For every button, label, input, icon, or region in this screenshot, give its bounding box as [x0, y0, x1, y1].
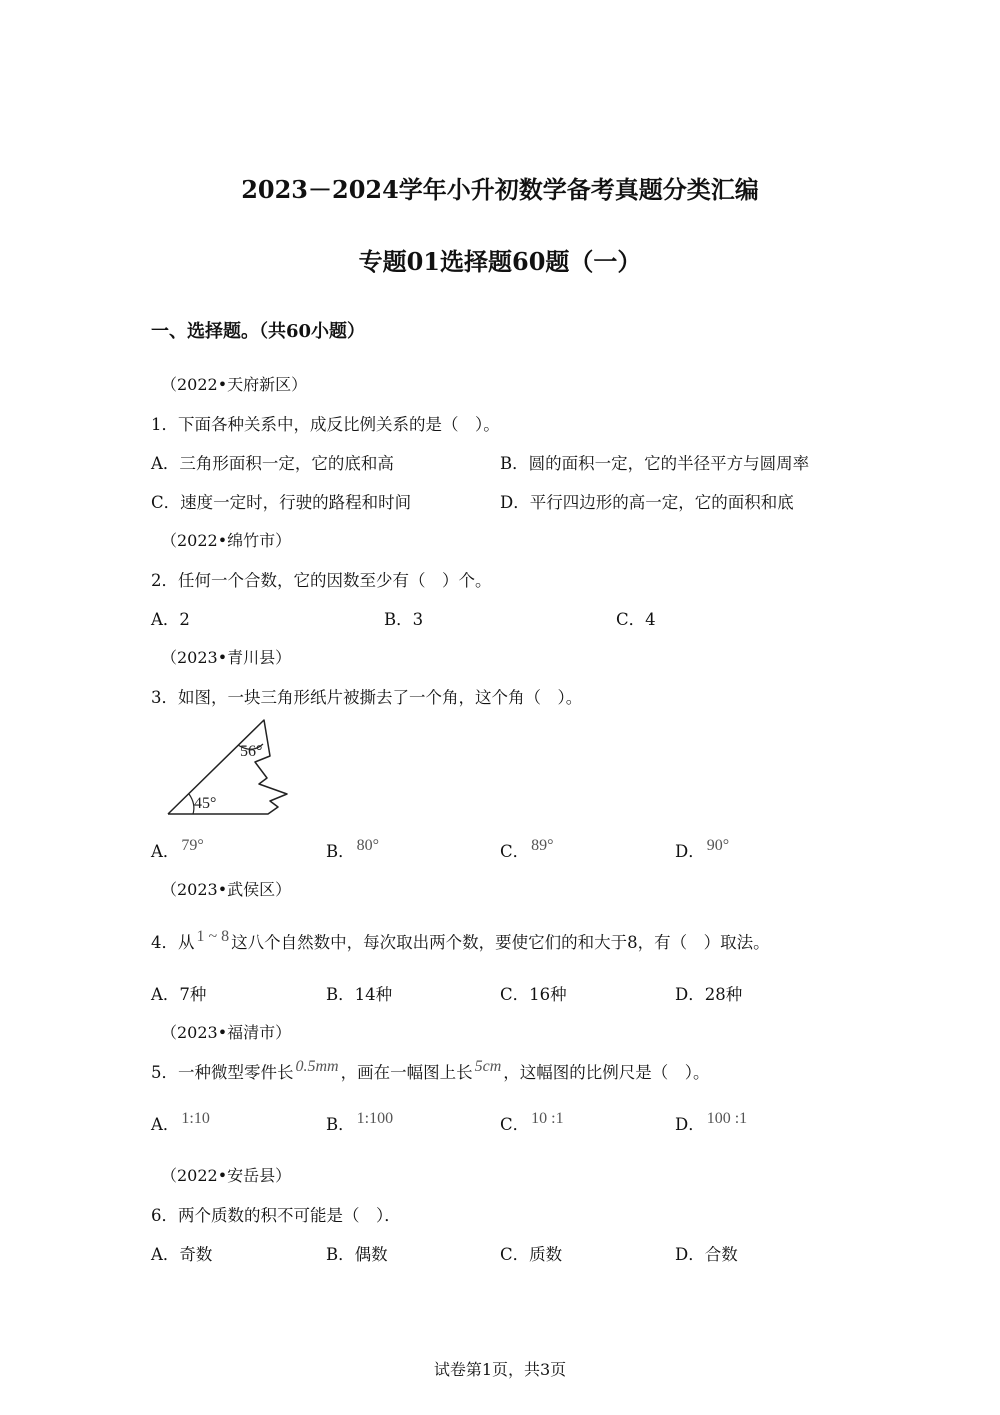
option-b: B． 1:100 — [326, 1110, 394, 1134]
math-expression: 0.5mm — [295, 1058, 339, 1075]
question-stem: 6．两个质数的积不可能是（ ）． — [151, 1206, 401, 1225]
option-b: B．圆的面积一定，它的半径平方与圆周率 — [500, 454, 810, 473]
option-b: B．14种 — [326, 985, 393, 1004]
option-value: 10 :1 — [531, 1110, 564, 1127]
question-stem: 2．任何一个合数，它的因数至少有（ ）个。 — [151, 571, 492, 590]
option-b: B．3 — [384, 610, 424, 629]
option-c: C． 10 :1 — [500, 1110, 564, 1134]
math-expression: 5cm — [474, 1058, 502, 1075]
question-stem: 5．一种微型零件长 0.5mm ，画在一幅图上长 5cm ，这幅图的比例尺是（ ）。 — [151, 1058, 710, 1082]
bottom-angle-label: 45° — [194, 795, 217, 812]
option-d: D．28种 — [675, 985, 743, 1004]
option-value: 90° — [706, 837, 730, 854]
option-a: A． 79° — [151, 837, 204, 861]
question-stem: 3．如图，一块三角形纸片被撕去了一个角，这个角（ ）。 — [151, 688, 583, 707]
option-a: A．2 — [151, 610, 190, 629]
question-source: （2023•武侯区） — [161, 880, 292, 899]
question-source: （2023•福清市） — [161, 1023, 292, 1042]
option-c: C．16种 — [500, 985, 567, 1004]
question-source: （2023•青川县） — [161, 648, 292, 667]
option-value: 80° — [356, 837, 380, 854]
option-a: A．奇数 — [151, 1245, 213, 1264]
option-a: A．7种 — [151, 985, 207, 1004]
question-source: （2022•天府新区） — [161, 375, 308, 394]
section-heading: 一、选择题。（共60小题） — [151, 321, 366, 342]
option-value: 100 :1 — [706, 1110, 748, 1127]
option-c: C．速度一定时，行驶的路程和时间 — [151, 493, 412, 512]
question-source: （2022•绵竹市） — [161, 531, 292, 550]
option-a: A．三角形面积一定，它的底和高 — [151, 454, 394, 473]
option-d: D．合数 — [675, 1245, 738, 1264]
option-value: 89° — [531, 837, 554, 854]
option-value: 1:10 — [181, 1110, 210, 1127]
option-value: 79° — [181, 837, 204, 854]
option-c: C．质数 — [500, 1245, 563, 1264]
math-expression: 1 ~ 8 — [196, 928, 230, 945]
option-value: 1:100 — [356, 1110, 394, 1127]
option-d: D． 100 :1 — [675, 1110, 748, 1134]
page-footer: 试卷第1页，共3页 — [433, 1360, 567, 1379]
option-b: B．偶数 — [326, 1245, 388, 1264]
question-stem: 1．下面各种关系中，成反比例关系的是（ ）。 — [151, 415, 500, 434]
option-d: D． 90° — [675, 837, 730, 861]
document-subtitle: 专题01选择题60题（一） — [358, 247, 642, 276]
option-b: B． 80° — [326, 837, 380, 861]
option-c: C． 89° — [500, 837, 554, 861]
option-a: A． 1:10 — [151, 1110, 210, 1134]
option-d: D．平行四边形的高一定，它的面积和底 — [500, 493, 794, 512]
question-stem: 4．从 1 ~ 8 这八个自然数中，每次取出两个数，要使它们的和大于8，有（ ）取法。 — [151, 928, 770, 952]
torn-triangle-figure — [160, 714, 300, 824]
top-angle-label: 56° — [240, 743, 263, 760]
question-source: （2022•安岳县） — [161, 1166, 292, 1185]
option-c: C．4 — [616, 610, 656, 629]
document-title: 2023－2024学年小升初数学备考真题分类汇编 — [241, 175, 759, 204]
